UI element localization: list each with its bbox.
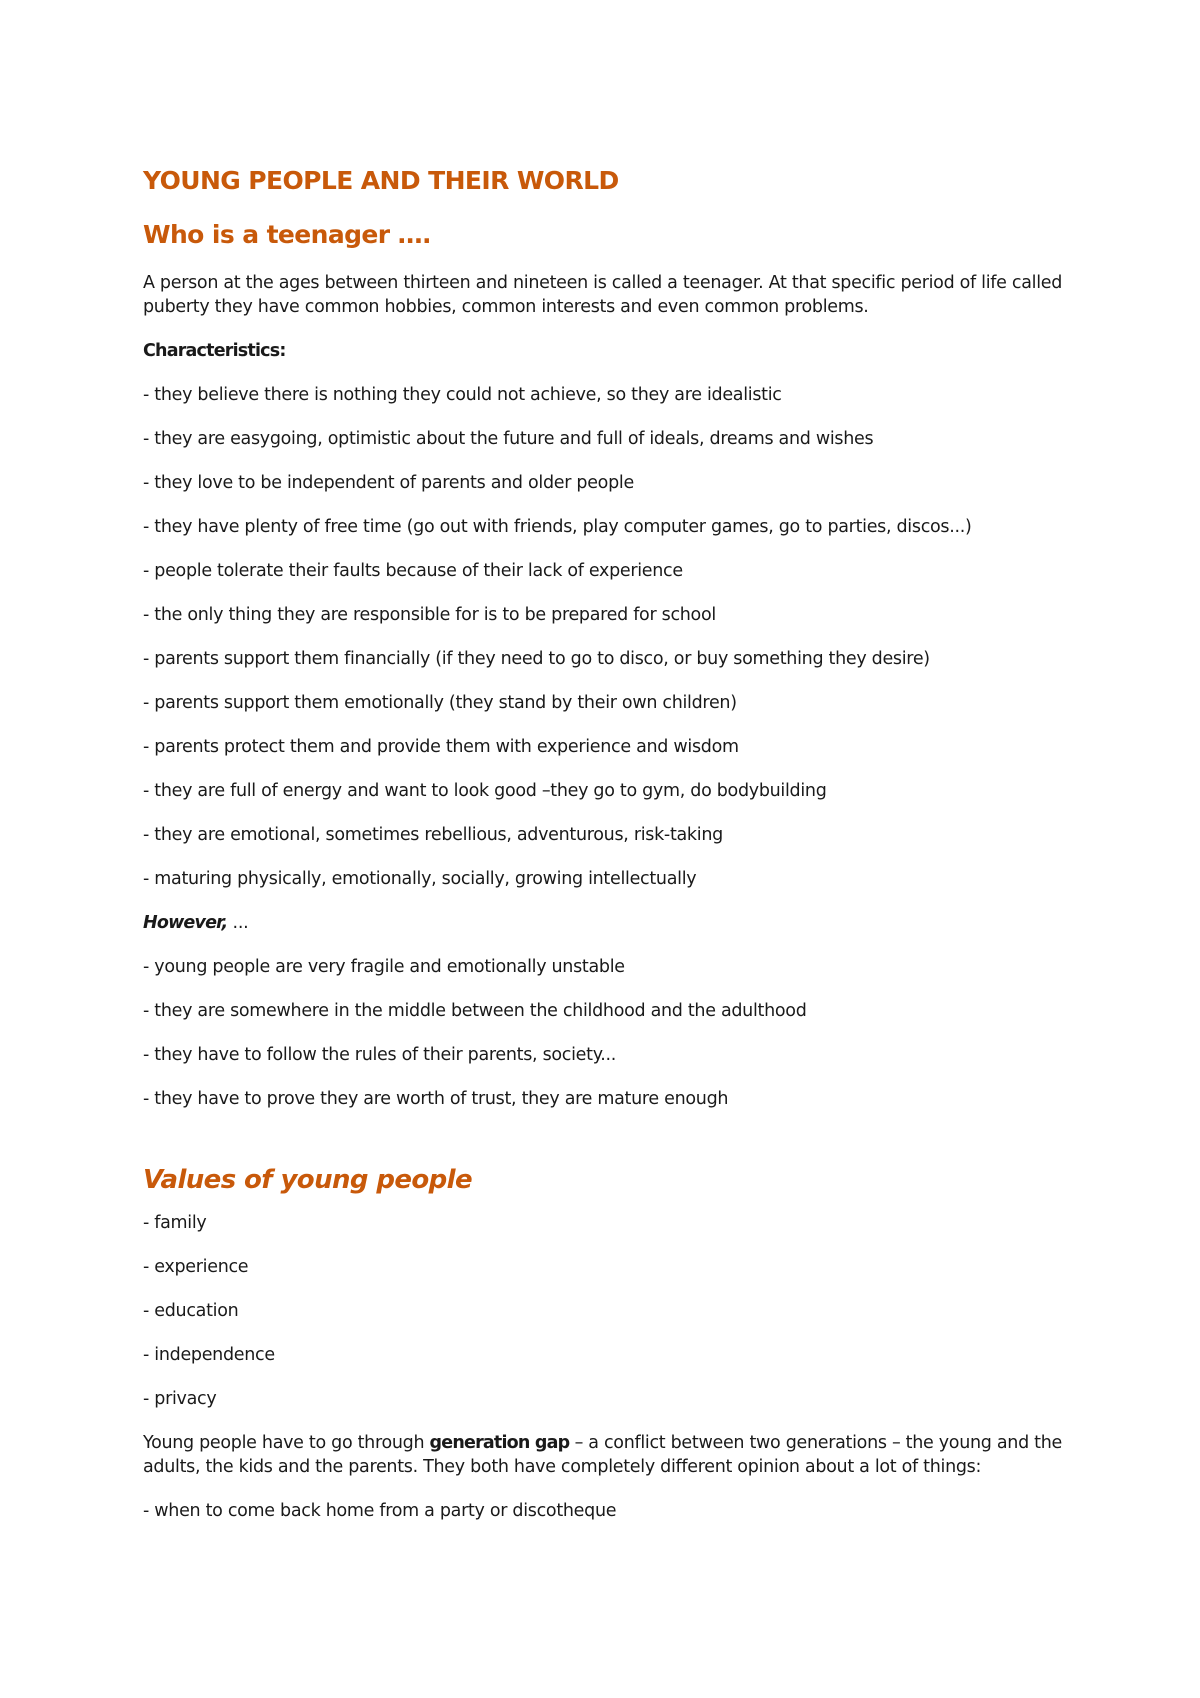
gap-list bbox=[143, 1499, 1063, 1523]
however-suffix: ... bbox=[227, 913, 249, 933]
list-item: - they have to follow the rules of their parents, society... bbox=[143, 1045, 617, 1065]
generation-gap-paragraph bbox=[143, 1431, 1063, 1479]
however-line bbox=[143, 911, 1063, 935]
list-item: - they have plenty of free time (go out with friends, play computer games, go to parties, discos...) bbox=[143, 517, 972, 537]
list-item: - education bbox=[143, 1301, 239, 1321]
list-item: - they believe there is nothing they could not achieve, so they are idealistic bbox=[143, 385, 782, 405]
list-item: - they love to be independent of parents and older people bbox=[143, 473, 634, 493]
list-item: - family bbox=[143, 1213, 207, 1233]
generation-gap-term: generation gap bbox=[429, 1433, 570, 1453]
list-item: - parents support them emotionally (they stand by their own children) bbox=[143, 693, 737, 713]
list-item: - when to come back home from a party or discotheque bbox=[143, 1501, 617, 1521]
however-list bbox=[143, 955, 1063, 1111]
list-item: - the only thing they are responsible for is to be prepared for school bbox=[143, 605, 716, 625]
however-label: However, bbox=[143, 913, 228, 933]
list-item: - they are somewhere in the middle between the childhood and the adulthood bbox=[143, 1001, 807, 1021]
list-item: - maturing physically, emotionally, socially, growing intellectually bbox=[143, 869, 697, 889]
intro-paragraph: A person at the ages between thirteen and nineteen is called a teenager. At that specific period of life called puberty they have common hobbies, common interests and even common problems. bbox=[143, 273, 1063, 317]
section-heading-teenager: Who is a teenager …. bbox=[143, 220, 431, 249]
list-item: - experience bbox=[143, 1257, 249, 1277]
values-list bbox=[143, 1211, 1063, 1411]
list-item: - they are emotional, sometimes rebellious, adventurous, risk-taking bbox=[143, 825, 723, 845]
list-item: - independence bbox=[143, 1345, 275, 1365]
gap-suffix: – a conflict between two generations – the young and the adults, the kids and the parents. They both have completely different opinion about a lot of things: bbox=[143, 1433, 1062, 1477]
list-item: - they have to prove they are worth of trust, they are mature enough bbox=[143, 1089, 729, 1109]
section-heading-values: Values of young people bbox=[143, 1165, 473, 1195]
list-item: - they are easygoing, optimistic about the future and full of ideals, dreams and wishes bbox=[143, 429, 874, 449]
document-content bbox=[143, 165, 1063, 1543]
list-item: - people tolerate their faults because of their lack of experience bbox=[143, 561, 683, 581]
list-item: - young people are very fragile and emotionally unstable bbox=[143, 957, 625, 977]
list-item: - privacy bbox=[143, 1389, 217, 1409]
gap-prefix: Young people have to go through bbox=[143, 1433, 430, 1453]
list-item: - parents protect them and provide them with experience and wisdom bbox=[143, 737, 739, 757]
characteristics-label: Characteristics: bbox=[143, 341, 286, 361]
document-title: YOUNG PEOPLE AND THEIR WORLD bbox=[143, 166, 619, 195]
list-item: - they are full of energy and want to look good –they go to gym, do bodybuilding bbox=[143, 781, 827, 801]
list-item: - parents support them financially (if they need to go to disco, or buy something they desire) bbox=[143, 649, 930, 669]
characteristics-list bbox=[143, 383, 1063, 891]
